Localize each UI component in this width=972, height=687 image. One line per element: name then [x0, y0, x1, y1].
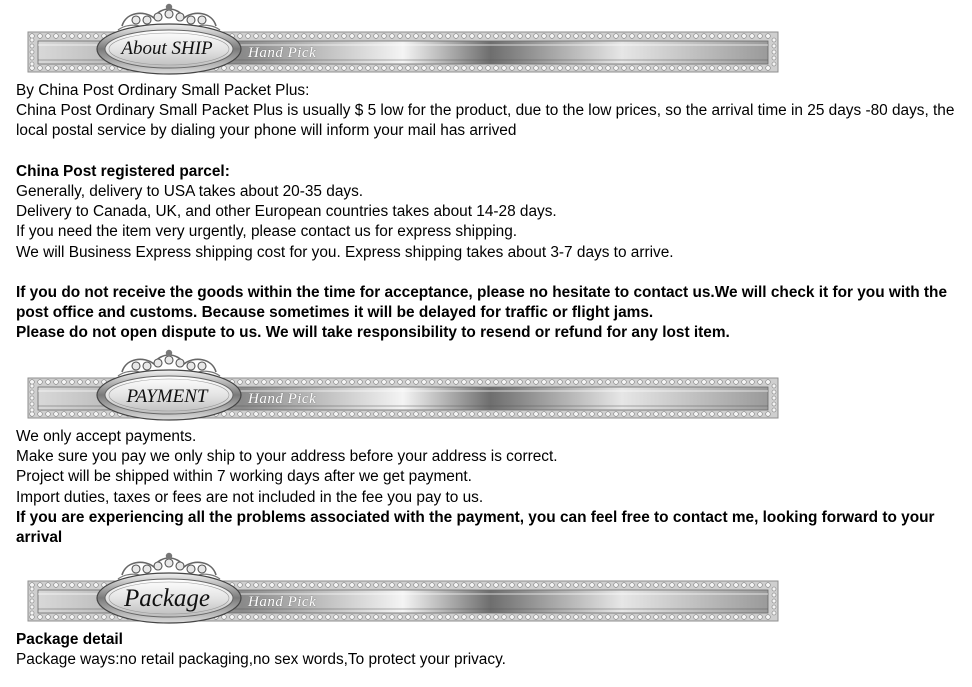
payment-heading: PAYMENT [126, 386, 208, 407]
package-heading: Package [123, 585, 211, 612]
ship-dispute-notice: Please do not open dispute to us. We will take responsibility to resend or refund for any lost item. [16, 324, 730, 342]
ship-section [16, 81, 961, 344]
payment-notice: If you are experiencing all the problems associated with the payment, you can feel free to contact me, looking forward to your arrival [16, 508, 935, 547]
package-script-text: Hand Pick [248, 594, 317, 610]
package-ways-text: Package ways:no retail packaging,no sex words,To protect your privacy. [16, 651, 506, 669]
payment-script-text: Hand Pick [248, 391, 317, 407]
about-ship-banner [26, 0, 780, 76]
registered-parcel-heading: China Post registered parcel: [16, 162, 230, 180]
registered-line: Generally, delivery to USA takes about 20-35 days. [16, 183, 364, 200]
registered-line: Delivery to Canada, UK, and other European countries takes about 14-28 days. [16, 203, 557, 221]
payment-banner [26, 346, 780, 422]
payment-section [16, 427, 961, 548]
package-detail-heading: Package detail [16, 631, 123, 648]
payment-line: We only accept payments. [16, 428, 197, 445]
ship-ordinary-packet-text: China Post Ordinary Small Packet Plus is usually $ 5 low for the product, due to the low prices, so the arrival time in 25 days -80 days, the local postal service by dialing your phone will inform your mail has arrived [16, 102, 955, 140]
ship-subtitle: By China Post Ordinary Small Packet Plus: [16, 82, 310, 99]
registered-line: We will Business Express shipping cost for you. Express shipping takes about 3-7 days to arrive. [16, 243, 674, 261]
payment-line: Project will be shipped within 7 working days after we get payment. [16, 468, 472, 486]
about-ship-heading: About SHIP [121, 38, 213, 59]
payment-line: Import duties, taxes or fees are not included in the fee you pay to us. [16, 488, 484, 506]
package-section [16, 630, 961, 670]
package-banner [26, 549, 780, 625]
ship-notice: If you do not receive the goods within the time for acceptance, please no hesitate to contact us.We will check it for you with the post office and customs. Because sometimes it will be delayed for traffic or flight jams. [16, 284, 948, 322]
about-ship-script-text: Hand Pick [248, 45, 317, 61]
registered-line: If you need the item very urgently, please contact us for express shipping. [16, 223, 518, 241]
payment-line: Make sure you pay we only ship to your address before your address is correct. [16, 448, 558, 466]
